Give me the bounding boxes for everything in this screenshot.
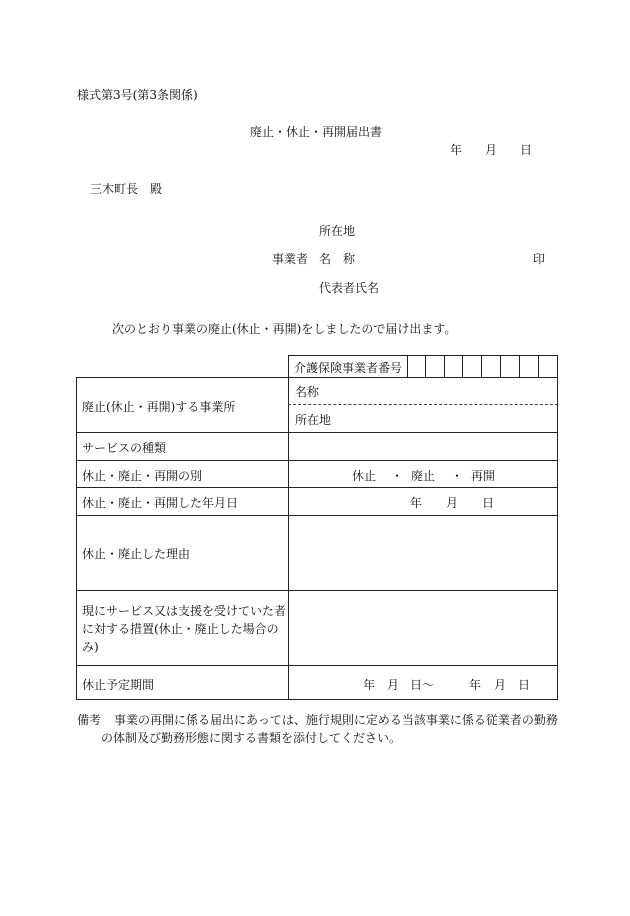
facility-address-label: 所在地 xyxy=(295,413,332,427)
date-row-day: 日 xyxy=(482,496,495,510)
date-row-year: 年 xyxy=(410,496,423,510)
measures-line1: 現にサービス又は支援を受けていた者 xyxy=(82,604,287,618)
reason-label: 休止・廃止した理由 xyxy=(82,547,191,561)
seal-mark: 印 xyxy=(533,252,546,266)
date-year-label: 年 xyxy=(450,143,463,157)
measures-line3: み) xyxy=(82,640,99,654)
period-month1: 月 xyxy=(387,678,400,692)
intro-text: 次のとおり事業の廃止(休止・再開)をしましたので届け出ます。 xyxy=(112,322,457,336)
date-row-month: 月 xyxy=(446,496,459,510)
option-abolish: 廃止 xyxy=(411,469,436,483)
document-title: 廃止・休止・再開届出書 xyxy=(250,125,383,139)
form-number: 様式第3号(第3条関係) xyxy=(77,88,198,102)
date-month-label: 月 xyxy=(485,143,498,157)
option-resume: 再開 xyxy=(471,469,496,483)
facility-label: 廃止(休止・再開)する事業所 xyxy=(82,400,236,414)
facility-name-label: 名称 xyxy=(295,385,320,399)
option-sep2: ・ xyxy=(451,469,464,483)
applicant-address-label: 所在地 xyxy=(319,224,356,238)
insurer-number-label: 介護保険事業者番号 xyxy=(294,361,403,375)
period-day1: 日〜 xyxy=(410,678,435,692)
option-suspend: 休止 xyxy=(352,469,377,483)
option-sep1: ・ xyxy=(391,469,404,483)
service-type-label: サービスの種類 xyxy=(82,441,167,455)
applicant-representative-label: 代表者氏名 xyxy=(319,281,380,295)
date-row-label: 休止・廃止・再開した年月日 xyxy=(82,496,239,510)
remarks-line2: の体制及び勤務形態に関する書類を添付してください。 xyxy=(101,731,402,745)
period-year1: 年 xyxy=(363,678,376,692)
category-label: 休止・廃止・再開の別 xyxy=(82,469,203,483)
addressee: 三木町長 殿 xyxy=(90,182,163,196)
remarks-label: 備考 xyxy=(77,713,102,727)
applicant-name-label: 名 称 xyxy=(319,252,356,266)
period-day2: 日 xyxy=(518,678,531,692)
applicant-business-label: 事業者 xyxy=(272,252,309,266)
period-month2: 月 xyxy=(494,678,507,692)
period-label: 休止予定期間 xyxy=(82,678,155,692)
period-year2: 年 xyxy=(469,678,482,692)
remarks-line1: 事業の再開に係る届出にあっては、施行規則に定める当該事業に係る従業者の勤務 xyxy=(114,713,558,727)
date-day-label: 日 xyxy=(520,143,533,157)
measures-line2: に対する措置(休止・廃止した場合の xyxy=(82,622,279,636)
